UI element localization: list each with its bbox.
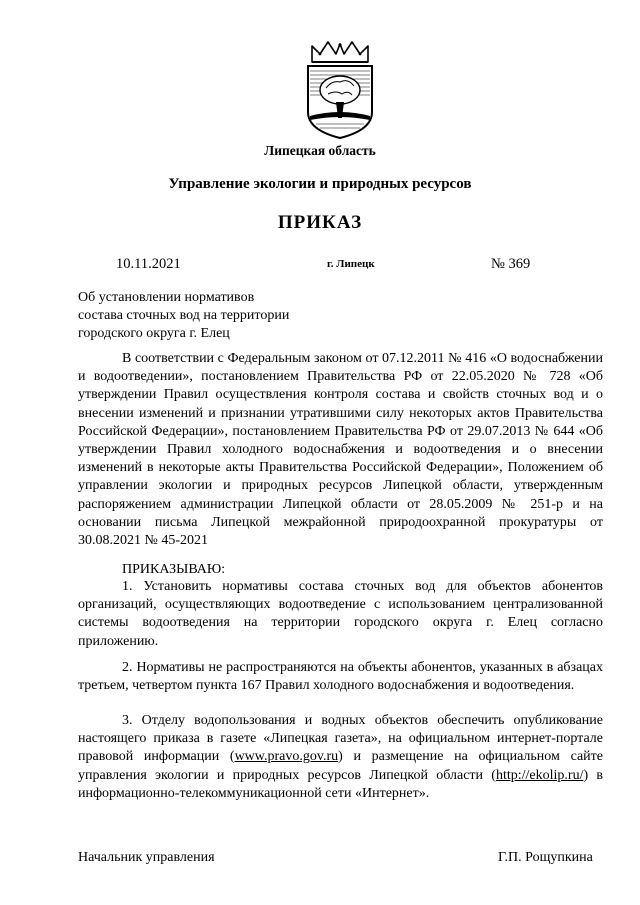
order-word: ПРИКАЗЫВАЮ:	[122, 562, 226, 577]
order-item-3	[78, 712, 603, 803]
document-subject	[78, 289, 338, 343]
order-item-2: 2. Нормативы не распространяются на объекты абонентов, указанных в абзацах третьем, четвертом пункта 167 Правил холодного водоснабжения и водоотведения.	[78, 660, 603, 694]
subject-line: городского округа г. Елец	[78, 326, 230, 341]
department-title: Управление экологии и природных ресурсов	[168, 176, 472, 192]
item3-text-3: ) в информационно-телекоммуникационной сети «Интернет».	[78, 767, 604, 801]
signer-title: Начальник управления	[78, 850, 215, 865]
region-title: Липецкая область	[264, 143, 376, 158]
ekolip-link[interactable]: http://ekolip.ru/	[495, 767, 584, 783]
pravo-link[interactable]: www.pravo.gov.ru	[234, 749, 339, 765]
item3-text-1: 3. Отделу водопользования и водных объектов обеспечить опубликование настоящего приказа в газете «Липецкая газета», на официальном интернет-портале правовой информации (	[78, 713, 603, 765]
signer-name: Г.П. Рощупкина	[498, 850, 593, 865]
order-item-1: 1. Установить нормативы состава сточных вод для объектов абонентов организаций, осуществляющих водоотведение с использованием централизованной системы водоотведения на территории городского округа г. Елец согласно приложению.	[78, 579, 603, 649]
subject-line: состава сточных вод на территории	[78, 308, 290, 323]
preamble-paragraph: В соответствии с Федеральным законом от 07.12.2011 № 416 «О водоснабжении и водоотведении», постановлением Правительства РФ от 22.05.2020 № 728 «Об утверждении Правил осуществления контроля состава и свойств сточных вод и о внесении изменений и признании утратившими силу некоторых актов Правительства Российской Федерации», постановлением Правительства РФ от 29.07.2013 № 644 «Об утверждении Правил холодного водоснабжения и водоотведения и о внесении изменений в некоторые акты Правительства Российской Федерации», Положением об управлении экологии и природных ресурсов Липецкой области, утвержденным распоряжением администрации Липецкой области от 28.05.2009 № 251-р и на основании письма Липецкой межрайонной природоохранной прокуратуры от 30.08.2021 № 45-2021	[78, 351, 603, 549]
document-number: № 369	[491, 256, 531, 272]
subject-line: Об установлении нормативов	[78, 290, 255, 305]
item3-text-2: ) и размещение на официальном сайте управления экологии и природных ресурсов Липецкой области (	[78, 749, 603, 783]
coat-of-arms-icon	[298, 40, 382, 140]
document-date: 10.11.2021	[116, 256, 181, 272]
document-type: ПРИКАЗ	[277, 212, 363, 233]
document-city: г. Липецк	[327, 258, 375, 270]
